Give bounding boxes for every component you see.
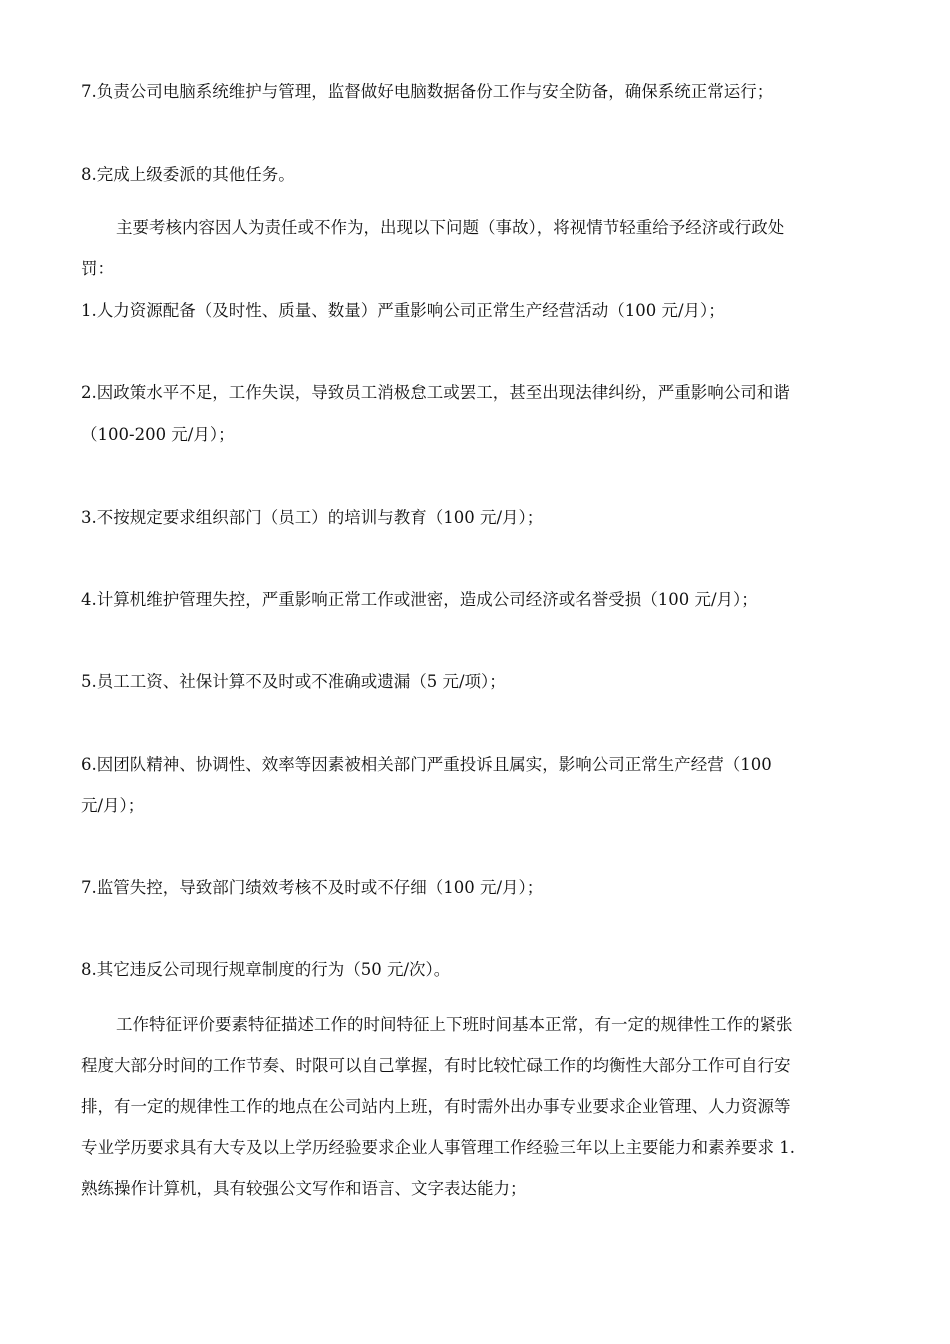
penalty-item-4: 4.计算机维护管理失控，严重影响正常工作或泄密，造成公司经济或名誉受损（100 元/月）； <box>81 590 758 609</box>
penalty-item-5: 5.员工工资、社保计算不及时或不准确或遗漏（5 元/项）； <box>81 672 506 691</box>
penalty-item-6-line-1: 6.因团队精神、协调性、效率等因素被相关部门严重投诉且属实，影响公司正常生产经营（100 <box>81 755 772 774</box>
job-feature-line-4: 专业学历要求具有大专及以上学历经验要求企业人事管理工作经验三年以上主要能力和素养要求 1. <box>81 1138 795 1157</box>
penalty-item-8: 8.其它违反公司现行规章制度的行为（50 元/次）。 <box>81 960 451 979</box>
duty-item-7: 7.负责公司电脑系统维护与管理，监督做好电脑数据备份工作与安全防备，确保系统正常运行； <box>81 82 774 101</box>
job-feature-line-1: 工作特征评价要素特征描述工作的时间特征上下班时间基本正常，有一定的规律性工作的紧张 <box>116 1015 793 1034</box>
penalty-item-2-line-2: （100-200 元/月）； <box>81 425 235 444</box>
assessment-intro-line-1: 主要考核内容因人为责任或不作为，出现以下问题（事故），将视情节轻重给予经济或行政处 <box>116 218 785 237</box>
penalty-item-2-line-1: 2.因政策水平不足，工作失误，导致员工消极怠工或罢工，甚至出现法律纠纷，严重影响公司和谐 <box>81 383 790 402</box>
assessment-intro-line-2: 罚： <box>81 259 114 278</box>
job-feature-line-3: 排，有一定的规律性工作的地点在公司站内上班，有时需外出办事专业要求企业管理、人力资源等 <box>81 1097 791 1116</box>
duty-item-8: 8.完成上级委派的其他任务。 <box>81 165 295 184</box>
job-feature-line-2: 程度大部分时间的工作节奏、时限可以自己掌握，有时比较忙碌工作的均衡性大部分工作可自行安 <box>81 1056 791 1075</box>
job-feature-line-5: 熟练操作计算机，具有较强公文写作和语言、文字表达能力； <box>81 1179 527 1198</box>
penalty-item-7: 7.监管失控，导致部门绩效考核不及时或不仔细（100 元/月）； <box>81 878 544 897</box>
penalty-item-1: 1.人力资源配备（及时性、质量、数量）严重影响公司正常生产经营活动（100 元/月）； <box>81 301 725 320</box>
penalty-item-3: 3.不按规定要求组织部门（员工）的培训与教育（100 元/月）； <box>81 508 544 527</box>
penalty-item-6-line-2: 元/月）； <box>81 796 145 815</box>
